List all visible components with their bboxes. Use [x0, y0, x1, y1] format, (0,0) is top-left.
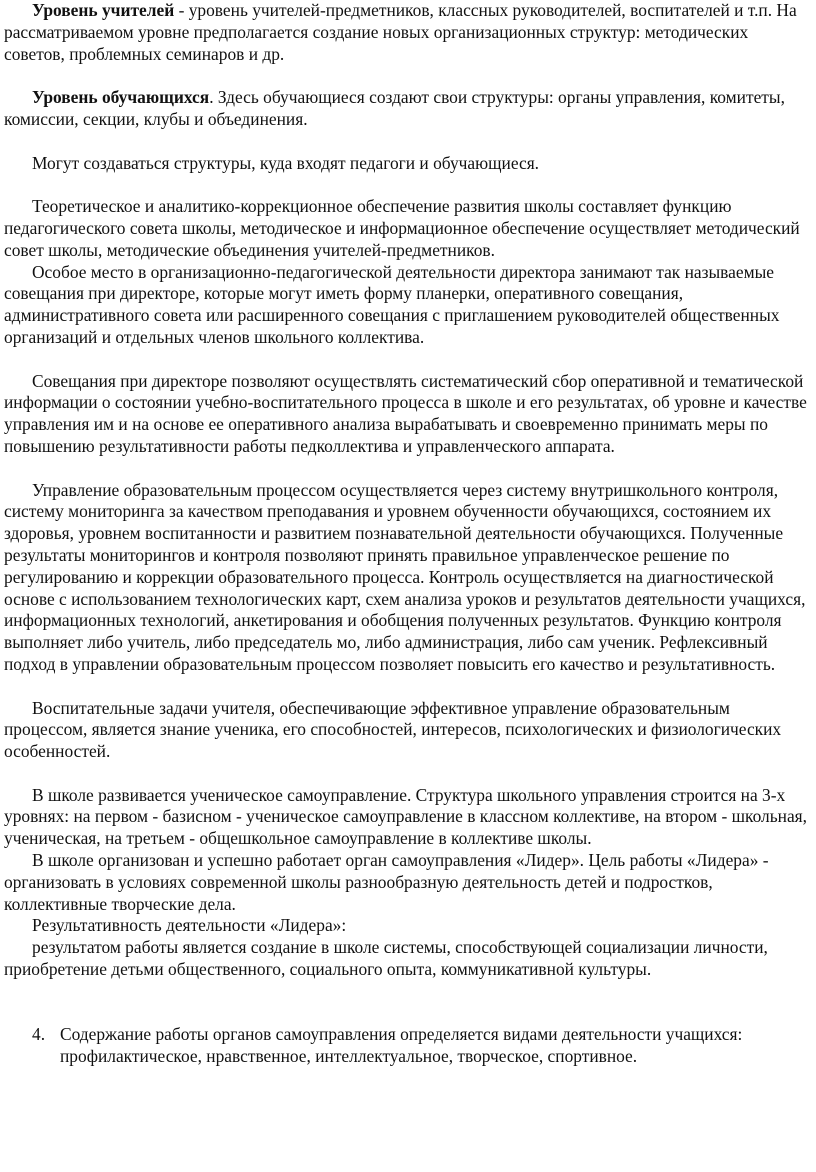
students-level-text: . Здесь обучающиеся создают свои структуры: органы управления, комитеты, комиссии, секции, клубы и объединения. — [4, 87, 785, 129]
paragraph-leader-organ: В школе организован и успешно работает орган самоуправления «Лидер». Цель работы «Лидера» - организовать в условиях современной школы разнообразную деятельность детей и подростков, коллективные творческие дела. — [4, 850, 769, 914]
paragraph-students-level — [4, 87, 808, 131]
spacer — [4, 349, 808, 371]
list-item — [4, 1024, 808, 1068]
spacer — [4, 763, 808, 785]
spacer — [4, 981, 808, 1003]
paragraph-educational-tasks: Воспитательные задачи учителя, обеспечивающие эффективное управление образовательным процессом, является знание ученика, его способностей, интересов, психологических и физиологических особенностей. — [4, 697, 782, 762]
paragraph-process-management: Управление образовательным процессом осуществляется через систему внутришкольного контроля, систему мониторинга за качеством преподавания и уровнем обученности обучающихся, состоянием их здоровья, уровнем воспитанности и развитием познавательной деятельности обучающихся. Полученные результаты мониторингов и контроля позволяют принять правильное управленческое решение по регулированию и коррекции образовательного процесса. Контроль осуществляется на диагностической основе с использованием технологических карт, схем анализа уроков и результатов деятельности учащихся, информационных технологий, анкетирования и обобщения полученных результатов. Функцию контроля выполняет либо учитель, либо председатель мо, либо администрация, либо сам ученик. Рефлексивный подход в управлении образовательным процессом позволяет повысить его качество и результативность. — [4, 479, 806, 674]
paragraph-self-government: В школе развивается ученическое самоуправление. Структура школьного управления строится на 3-х уровнях: на первом - базисном - ученическое самоуправление в классном коллективе, на втором - школьная, ученическая, на третьем - общешкольное самоуправление в коллективе школы. — [4, 784, 808, 849]
spacer — [4, 131, 808, 153]
students-level-heading: Уровень обучающихся — [32, 87, 210, 108]
spacer — [4, 65, 808, 87]
spacer — [4, 676, 808, 698]
teachers-level-text: - уровень учителей-предметников, классных руководителей, воспитателей и т.п. На рассматриваемом уровне предполагается создание новых организационных структур: методических советов, проблемных семинаров и др. — [4, 0, 797, 64]
teachers-level-heading: Уровень учителей — [32, 0, 175, 20]
numbered-list — [4, 1024, 808, 1068]
paragraph-director-meetings: Особое место в организационно-педагогической деятельности директора занимают так называемые совещания при директоре, которые могут иметь форму планерки, оперативного совещания, административного совета или расширенного совещания с приглашением руководителей общественных организаций и отдельных членов школьного коллектива. — [4, 261, 780, 347]
paragraph-joint-structures: Могут создаваться структуры, куда входят педагоги и обучающиеся. — [32, 152, 540, 173]
spacer — [4, 174, 808, 196]
paragraph-leader-results-heading: Результативность деятельности «Лидера»: — [32, 915, 347, 936]
spacer — [4, 1003, 808, 1025]
list-item-text: Содержание работы органов самоуправления определяется видами деятельности учащихся: профилактическое, нравственное, интеллектуальное, творческое, спортивное. — [60, 1024, 743, 1067]
paragraph-theoretical-support: Теоретическое и аналитико-коррекционное обеспечение развития школы составляет функцию педагогического совета школы, методическое и информационное обеспечение осуществляет методический совет школы, методические объединения учителей-предметников. — [4, 196, 800, 260]
paragraph-teachers-level — [4, 0, 808, 65]
spacer — [4, 458, 808, 480]
paragraph-leader-results: результатом работы является создание в школе системы, способствующей социализации личности, приобретение детьми общественного, социального опыта, коммуникативной культуры. — [4, 937, 768, 980]
list-item-number: 4. — [32, 1024, 46, 1045]
paragraph-meetings-purpose: Совещания при директоре позволяют осуществлять систематический сбор оперативной и тематической информации о состоянии учебно-воспитательного процесса в школе и его результатах, об уровне и качестве управления им и на основе ее оперативного анализа вырабатывать и своевременно принимать меры по повышению результативности работы педколлектива и управленческого аппарата. — [4, 370, 807, 456]
